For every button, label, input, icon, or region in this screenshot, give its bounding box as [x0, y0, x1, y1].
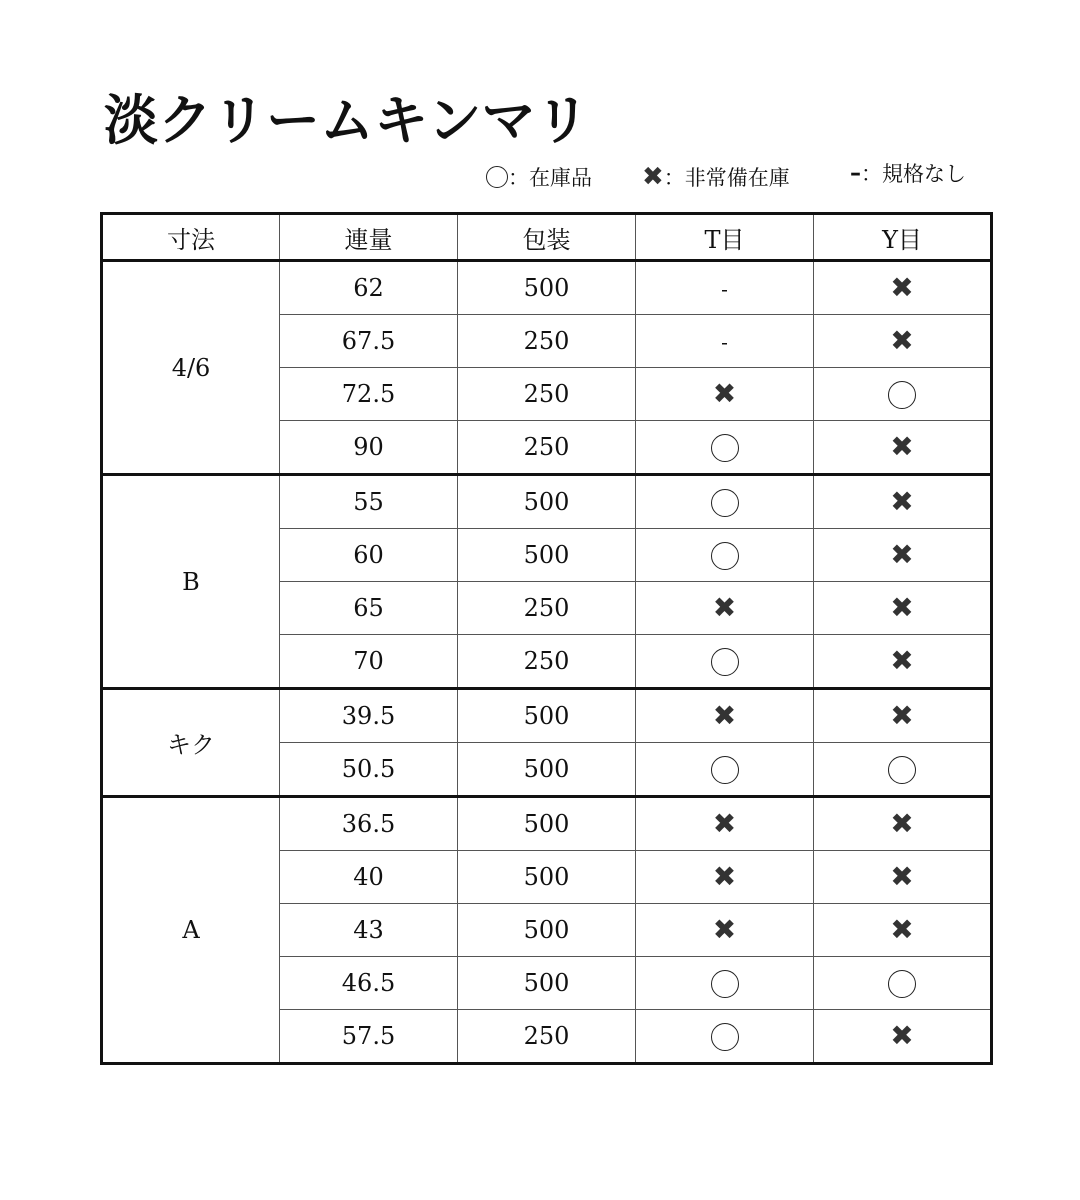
- header-weight: 連量: [280, 214, 458, 261]
- cross-icon: ✖: [890, 484, 914, 518]
- pack-cell: 250: [458, 582, 636, 635]
- cross-icon: ✖: [890, 429, 914, 463]
- table-header-row: [102, 214, 992, 261]
- cross-icon: ✖: [642, 162, 664, 192]
- circle-icon: [486, 166, 508, 188]
- legend-item-no-spec: [850, 158, 966, 188]
- weight-cell: 46.5: [280, 957, 458, 1010]
- y-grain-cell: [814, 421, 992, 475]
- circle-icon: [888, 756, 916, 784]
- t-grain-cell: [636, 743, 814, 797]
- t-grain-cell: [636, 421, 814, 475]
- circle-icon: [711, 434, 739, 462]
- circle-icon: [888, 970, 916, 998]
- y-grain-cell: [814, 689, 992, 743]
- legend: [0, 162, 1080, 196]
- cross-icon: ✖: [890, 537, 914, 571]
- cross-icon: ✖: [890, 270, 914, 304]
- header-y-grain: Y目: [814, 214, 992, 261]
- t-grain-cell: [636, 1010, 814, 1064]
- weight-cell: 70: [280, 635, 458, 689]
- pack-cell: 250: [458, 315, 636, 368]
- y-grain-cell: [814, 529, 992, 582]
- cross-icon: ✖: [712, 806, 737, 840]
- table-row: [102, 797, 992, 851]
- stock-table: [100, 212, 993, 1065]
- circle-icon: [711, 1023, 739, 1051]
- y-grain-cell: [814, 904, 992, 957]
- weight-cell: 36.5: [280, 797, 458, 851]
- y-grain-cell: [814, 851, 992, 904]
- legend-item-in-stock: [486, 162, 592, 192]
- weight-cell: 43: [280, 904, 458, 957]
- cross-icon: ✖: [890, 912, 914, 946]
- y-grain-cell: [814, 635, 992, 689]
- circle-icon: [711, 489, 739, 517]
- pack-cell: 250: [458, 421, 636, 475]
- pack-cell: 500: [458, 797, 636, 851]
- weight-cell: 62: [280, 261, 458, 315]
- weight-cell: 50.5: [280, 743, 458, 797]
- cross-icon: ✖: [712, 376, 737, 410]
- y-grain-cell: [814, 1010, 992, 1064]
- header-size: 寸法: [102, 214, 280, 261]
- t-grain-cell: [636, 797, 814, 851]
- t-grain-cell: [636, 635, 814, 689]
- t-grain-cell: [636, 904, 814, 957]
- cross-icon: ✖: [890, 590, 914, 624]
- cross-icon: ✖: [712, 859, 737, 893]
- weight-cell: 39.5: [280, 689, 458, 743]
- t-grain-cell: [636, 475, 814, 529]
- t-grain-cell: [636, 957, 814, 1010]
- weight-cell: 60: [280, 529, 458, 582]
- legend-label: ：在庫品: [508, 166, 592, 190]
- table-row: [102, 689, 992, 743]
- y-grain-cell: [814, 743, 992, 797]
- circle-icon: [711, 648, 739, 676]
- t-grain-cell: [636, 851, 814, 904]
- pack-cell: 500: [458, 957, 636, 1010]
- pack-cell: 250: [458, 635, 636, 689]
- pack-cell: 500: [458, 529, 636, 582]
- cross-icon: ✖: [712, 912, 737, 946]
- size-cell: 4/6: [102, 261, 280, 475]
- size-cell: A: [102, 797, 280, 1064]
- circle-icon: [888, 381, 916, 409]
- t-grain-cell: [636, 689, 814, 743]
- y-grain-cell: [814, 797, 992, 851]
- y-grain-cell: [814, 368, 992, 421]
- weight-cell: 40: [280, 851, 458, 904]
- t-grain-cell: [636, 261, 814, 315]
- t-grain-cell: [636, 315, 814, 368]
- legend-label: ：非常備在庫: [663, 166, 790, 190]
- y-grain-cell: [814, 582, 992, 635]
- cross-icon: ✖: [890, 859, 914, 893]
- dash-icon: -: [721, 330, 728, 354]
- pack-cell: 250: [458, 368, 636, 421]
- cross-icon: ✖: [890, 806, 914, 840]
- table-row: [102, 261, 992, 315]
- cross-icon: ✖: [712, 698, 737, 732]
- weight-cell: 67.5: [280, 315, 458, 368]
- cross-icon: ✖: [890, 1018, 914, 1052]
- weight-cell: 65: [280, 582, 458, 635]
- pack-cell: 500: [458, 851, 636, 904]
- legend-label: ：規格なし: [861, 162, 966, 186]
- t-grain-cell: [636, 368, 814, 421]
- size-cell: B: [102, 475, 280, 689]
- cross-icon: ✖: [712, 590, 737, 624]
- size-cell: キク: [102, 689, 280, 797]
- table-body: [102, 261, 992, 1064]
- pack-cell: 250: [458, 1010, 636, 1064]
- header-t-grain: T目: [636, 214, 814, 261]
- dash-icon: -: [721, 277, 728, 301]
- y-grain-cell: [814, 957, 992, 1010]
- cross-icon: ✖: [890, 698, 914, 732]
- weight-cell: 72.5: [280, 368, 458, 421]
- weight-cell: 90: [280, 421, 458, 475]
- pack-cell: 500: [458, 689, 636, 743]
- pack-cell: 500: [458, 743, 636, 797]
- pack-cell: 500: [458, 904, 636, 957]
- y-grain-cell: [814, 475, 992, 529]
- weight-cell: 55: [280, 475, 458, 529]
- y-grain-cell: [814, 315, 992, 368]
- t-grain-cell: [636, 582, 814, 635]
- circle-icon: [711, 970, 739, 998]
- dash-icon: –: [850, 160, 861, 186]
- t-grain-cell: [636, 529, 814, 582]
- pack-cell: 500: [458, 475, 636, 529]
- pack-cell: 500: [458, 261, 636, 315]
- page-title: 淡クリームキンマリ: [104, 89, 590, 152]
- circle-icon: [711, 542, 739, 570]
- cross-icon: ✖: [890, 643, 914, 677]
- circle-icon: [711, 756, 739, 784]
- cross-icon: ✖: [890, 323, 914, 357]
- y-grain-cell: [814, 261, 992, 315]
- weight-cell: 57.5: [280, 1010, 458, 1064]
- table-row: [102, 475, 992, 529]
- legend-item-non-stock: [642, 162, 790, 192]
- header-packaging: 包装: [458, 214, 636, 261]
